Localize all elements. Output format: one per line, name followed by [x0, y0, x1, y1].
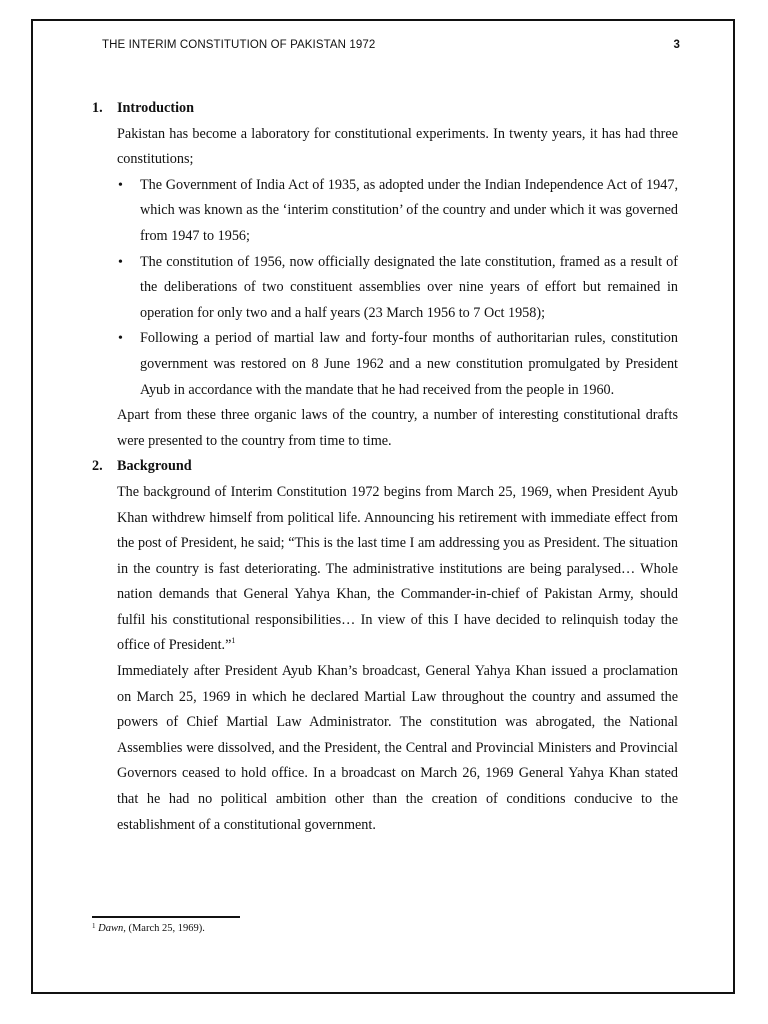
footnote-marker: 1	[92, 922, 96, 930]
footnote-divider	[92, 916, 240, 918]
section-heading-introduction	[92, 96, 678, 122]
document-body	[92, 96, 678, 838]
section-number: 1.	[92, 100, 103, 116]
background-paragraph	[117, 480, 678, 659]
page-number: 3	[673, 39, 680, 51]
bullet-icon: •	[118, 331, 123, 347]
section-title: Background	[117, 458, 192, 475]
footnote-reference[interactable]: 1	[231, 636, 236, 646]
footnote	[92, 922, 205, 934]
section-number: 2.	[92, 458, 103, 475]
header-title: THE INTERIM CONSTITUTION OF PAKISTAN 1972	[102, 39, 376, 51]
background-paragraph-text: The background of Interim Constitution 1972 begins from March 25, 1969, when President Ayub Khan withdrew himself from political life. Announcing his retirement with immediate effect from the post of President, he said; “This is the last time I am addressing you as President. The situation in the country is fast deteriorating. The administrative institutions are being paralysed… Whole nation demands that General Yahya Khan, the Commander-in-chief of Pakistan Army, should fulfil his constitutional responsibilities… In view of this I have decided to relinquish today the office of President.”	[117, 483, 678, 654]
closing-paragraph: Apart from these three organic laws of the country, a number of interesting constitutional drafts were presented to the country from time to time.	[117, 407, 678, 449]
list-item-text: Following a period of martial law and forty-four months of authoritarian rules, constitution government was restored on 8 June 1962 and a new constitution promulgated by President Ayub in accordance with the mandate that he had received from the people in 1960.	[140, 330, 678, 398]
footnote-source: Dawn,	[98, 923, 126, 934]
bullet-icon: •	[118, 254, 123, 270]
list-item	[117, 326, 678, 403]
list-item	[117, 250, 678, 327]
running-header	[102, 39, 680, 51]
list-item	[117, 173, 678, 250]
list-item-text: The Government of India Act of 1935, as adopted under the Indian Independence Act of 1947, which was known as the ‘interim constitution’ of the country and under which it was governed from 1947 to 1956;	[140, 176, 678, 244]
list-item-text: The constitution of 1956, now officially designated the late constitution, framed as a result of the deliberations of two constituent assemblies over nine years of effort but remained in operation for only two and a half years (23 March 1956 to 7 Oct 1958);	[140, 253, 678, 321]
footnote-date: (March 25, 1969).	[125, 923, 205, 934]
section-title: Introduction	[117, 100, 194, 116]
section-heading-background	[92, 454, 678, 480]
bullet-icon: •	[118, 177, 123, 193]
proclamation-paragraph: Immediately after President Ayub Khan’s broadcast, General Yahya Khan issued a proclamation on March 25, 1969 in which he declared Martial Law throughout the country and assumed the powers of Chief Martial Law Administrator. The constitution was abrogated, the National Assemblies were dissolved, and the President, the Central and Provincial Ministers and Provincial Governors ceased to hold office. In a broadcast on March 26, 1969 General Yahya Khan stated that he had no political ambition other than the creation of conditions conducive to the establishment of a constitutional government.	[117, 663, 678, 833]
constitutions-list	[117, 173, 678, 403]
intro-paragraph: Pakistan has become a laboratory for constitutional experiments. In twenty years, it has had three constitutions;	[117, 125, 678, 168]
